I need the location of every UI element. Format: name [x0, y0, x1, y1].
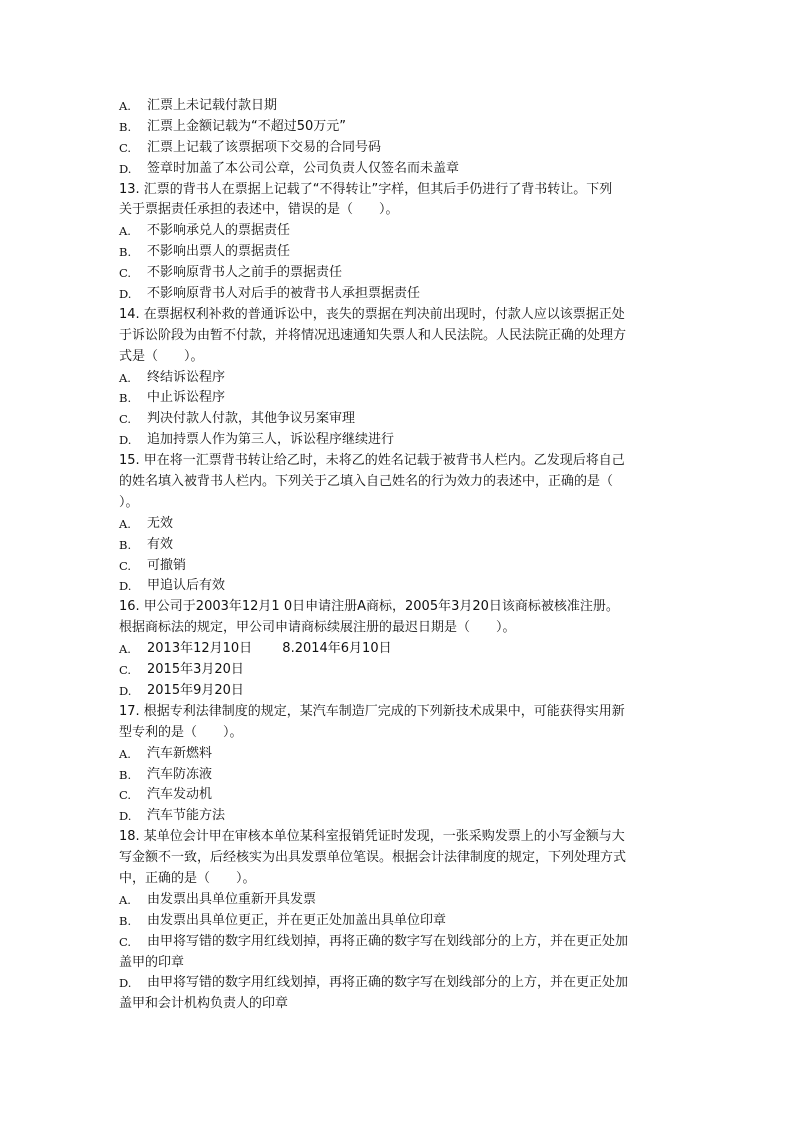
option-d: D. 追加持票人作为第三人，诉讼程序继续进行: [119, 432, 395, 448]
option-d: D. 2015年9月20日: [119, 682, 244, 698]
option-c-continuation: 盖甲的印章: [119, 954, 185, 970]
option-d: D. 由甲将写错的数字用红线划掉，再将正确的数字写在划线部分的上方，并在更正处加: [119, 975, 629, 991]
option-b: B. 汽车防冻液: [119, 766, 213, 782]
option-a: A. 汽车新燃料: [119, 745, 213, 761]
option-b: B. 中止诉讼程序: [119, 390, 226, 406]
q12-options: [119, 96, 679, 180]
option-c: C. 汽车发动机: [119, 787, 213, 803]
option-c: C. 不影响原背书人之前手的票据责任: [119, 265, 343, 281]
option-c: C. 判决付款人付款，其他争议另案审理: [119, 411, 356, 427]
option-c: C. 2015年3月20日: [119, 662, 244, 678]
question-text-line: 的姓名填入被背书人栏内。下列关于乙填入自己姓名的行为效力的表述中，正确的是（: [119, 474, 614, 490]
option-a: A. 终结诉讼程序: [119, 369, 226, 385]
option-c: C. 汇票上记载了该票据项下交易的合同号码: [119, 139, 382, 155]
question-text-line: 13. 汇票的背书人在票据上记载了“不得转让”字样，但其后手仍进行了背书转让。下列: [119, 181, 613, 197]
question-18: [119, 827, 679, 1015]
question-text-line: 式是（ ）。: [119, 348, 204, 364]
question-text-line: 18. 某单位会计甲在审核本单位某科室报销凭证时发现，一张采购发票上的小写金额与大: [119, 829, 625, 845]
option-b: B. 由发票出具单位更正，并在更正处加盖出具单位印章: [119, 912, 447, 928]
question-text-line: 于诉讼阶段为由暂不付款，并将情况迅速通知失票人和人民法院。人民法院正确的处理方: [119, 327, 627, 343]
option-b: B. 汇票上金额记载为“不超过50万元”: [119, 118, 347, 134]
question-text-line: 15. 甲在将一汇票背书转让给乙时，未将乙的姓名记载于被背书人栏内。乙发现后将自己: [119, 453, 625, 469]
question-16: [119, 597, 679, 701]
document-page: [119, 96, 679, 1015]
option-c: C. 可撤销: [119, 557, 187, 573]
question-13: [119, 180, 679, 305]
option-d-continuation: 盖甲和会计机构负责人的印章: [119, 996, 289, 1012]
option-d: D. 汽车节能方法: [119, 808, 226, 824]
option-a: A. 汇票上未记载付款日期: [119, 98, 278, 113]
question-text-line: 关于票据责任承担的表述中，错误的是（ ）。: [119, 202, 399, 218]
option-c: C. 由甲将写错的数字用红线划掉，再将正确的数字写在划线部分的上方，并在更正处加: [119, 933, 629, 949]
option-b: B. 不影响出票人的票据责任: [119, 244, 291, 260]
question-14: [119, 305, 679, 451]
option-b: B. 有效: [119, 536, 174, 552]
option-d: D. 签章时加盖了本公司公章，公司负责人仅签名而未盖章: [119, 160, 460, 176]
option-a: A. 不影响承兑人的票据责任: [119, 223, 291, 239]
question-text-line: 16. 甲公司于2003年12月1 0日申请注册A商标，2005年3月20日该商标被核准注册。: [119, 599, 619, 615]
question-15: [119, 451, 679, 597]
option-d: D. 不影响原背书人对后手的被背书人承担票据责任: [119, 286, 421, 302]
question-text-line: 14. 在票据权利补救的普通诉讼中，丧失的票据在判决前出现时，付款人应以该票据正处: [119, 306, 625, 322]
question-17: [119, 702, 679, 827]
option-a: A. 无效: [119, 515, 174, 531]
option-a: A. 2013年12月10日 8.2014年6月10日: [119, 641, 392, 657]
option-a: A. 由发票出具单位重新开具发票: [119, 891, 317, 907]
question-text-line: ）。: [119, 494, 139, 510]
question-text-line: 17. 根据专利法律制度的规定，某汽车制造厂完成的下列新技术成果中，可能获得实用新: [119, 703, 625, 719]
question-text-line: 型专利的是（ ）。: [119, 724, 243, 740]
question-text-line: 写金额不一致，后经核实为出具发票单位笔误。根据会计法律制度的规定，下列处理方式: [119, 850, 627, 866]
question-text-line: 中，正确的是（ ）。: [119, 870, 256, 886]
question-text-line: 根据商标法的规定，甲公司申请商标续展注册的最迟日期是（ ）。: [119, 620, 516, 636]
option-d: D. 甲追认后有效: [119, 578, 226, 594]
